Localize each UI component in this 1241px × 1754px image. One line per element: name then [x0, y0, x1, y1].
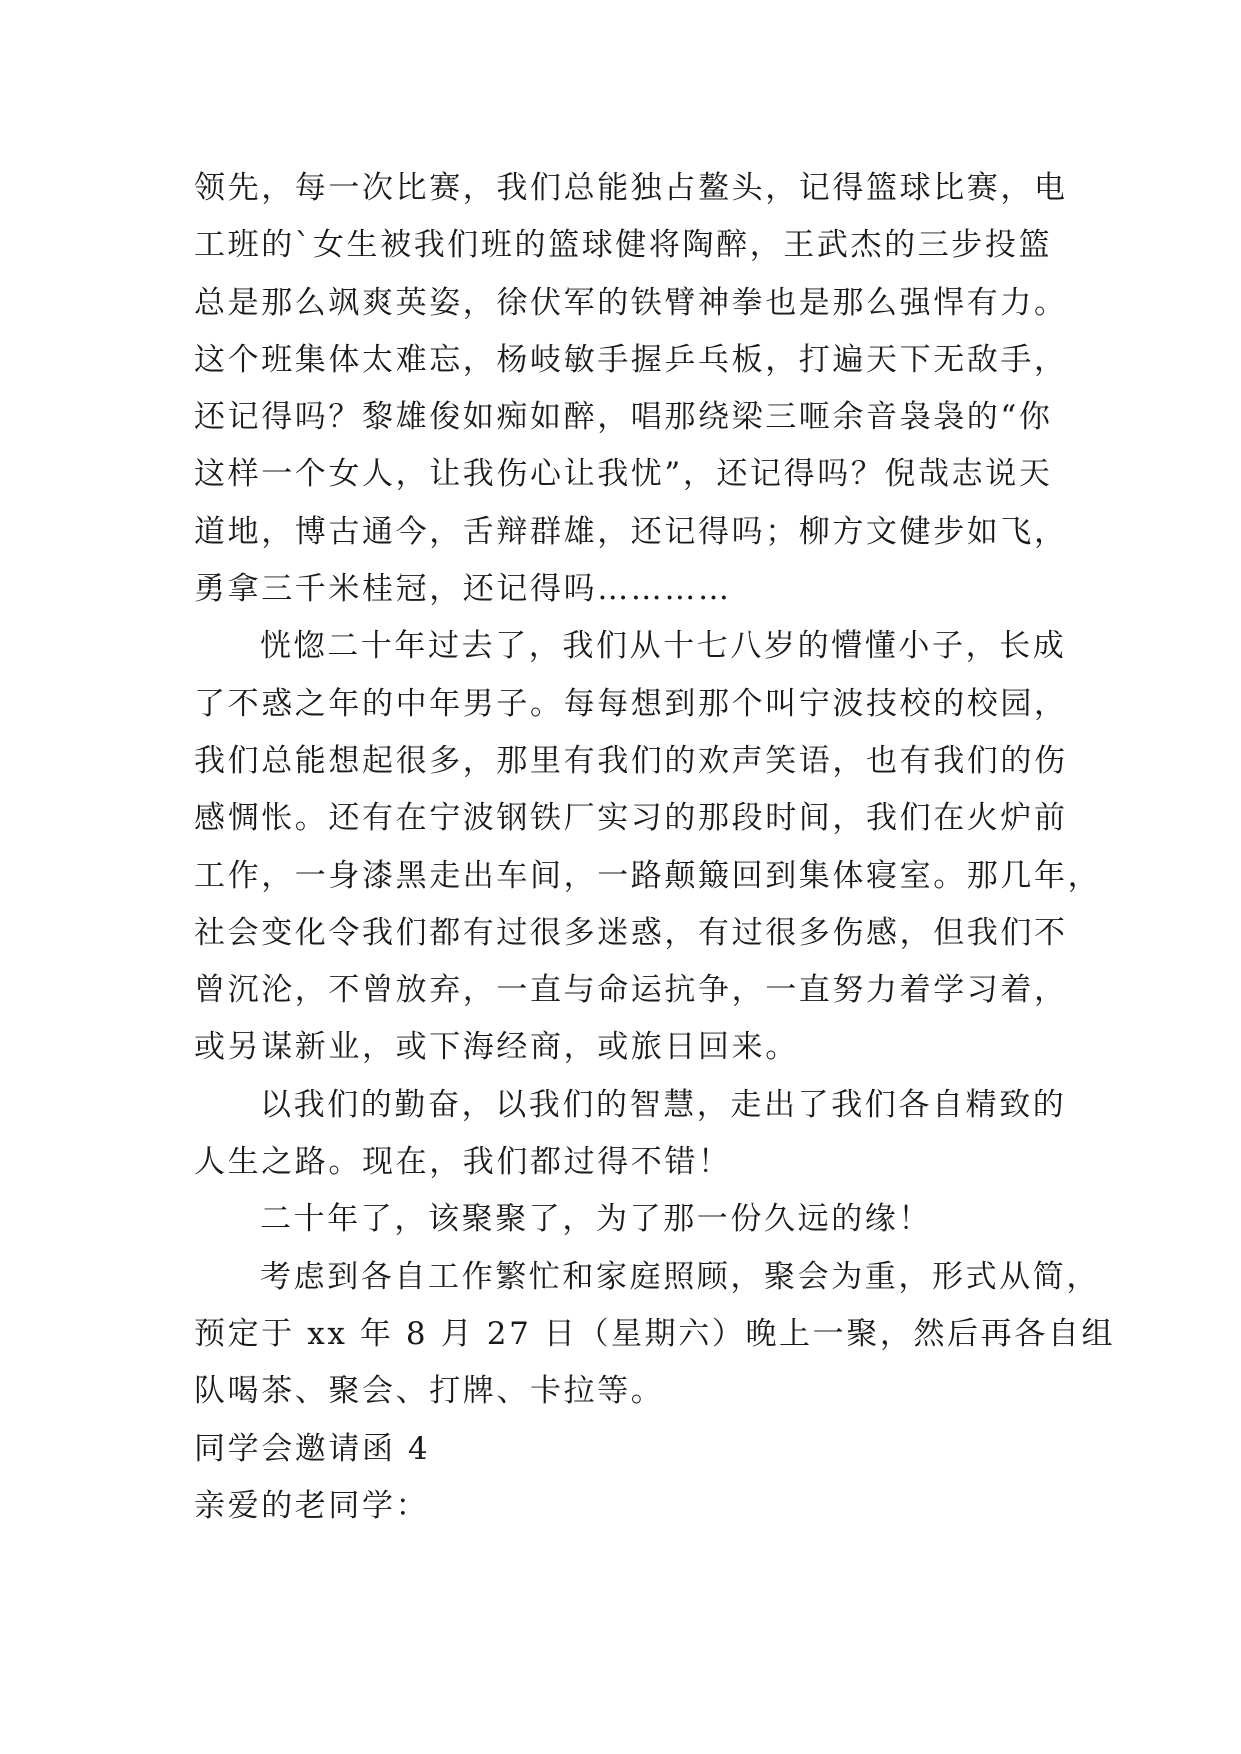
- paragraph-schedule: [194, 1249, 1116, 1421]
- salutation-text: 亲爱的老同学：: [194, 1487, 430, 1524]
- text-line: 恍惚二十年过去了，我们从十七八岁的懵懂小子，长成: [260, 628, 1067, 665]
- text-line: 工作，一身漆黑走出车间，一路颠簸回到集体寝室。那几年，: [194, 857, 1102, 894]
- paragraph-diligence: [194, 1077, 1074, 1192]
- text-line: 了不惑之年的中年男子。每每想到那个叫宁波技校的校园，: [194, 685, 1068, 722]
- text-line: 二十年了，该聚聚了，为了那一份久远的缘！: [260, 1201, 932, 1238]
- text-line: 或另谋新业，或下海经商，或旅日回来。: [194, 1029, 799, 1066]
- text-line: 总是那么飒爽英姿，徐伏军的铁臂神拳也是那么强悍有力。: [194, 284, 1068, 321]
- text-line: 我们总能想起很多，那里有我们的欢声笑语，也有我们的伤: [194, 742, 1068, 779]
- paragraph-reunion-call: [194, 1191, 1074, 1248]
- text-line: 勇拿三千米桂冠，还记得吗…………: [194, 571, 732, 608]
- text-line: 预定于 xx 年 8 月 27 日（星期六）晚上一聚，然后再各自组: [194, 1315, 1116, 1352]
- salutation: [194, 1478, 1074, 1535]
- text-line: 工班的`女生被我们班的篮球健将陶醉，王武杰的三步投篮: [194, 227, 1053, 264]
- text-line: 领先，每一次比赛，我们总能独占鳌头，记得篮球比赛，电: [194, 170, 1068, 206]
- text-line: 曾沉沦，不曾放弃，一直与命运抗争，一直努力着学习着，: [194, 972, 1068, 1009]
- text-line: 以我们的勤奋，以我们的智慧，走出了我们各自精致的: [260, 1086, 1067, 1123]
- text-line: 社会变化令我们都有过很多迷惑，有过很多伤感，但我们不: [194, 914, 1068, 951]
- text-line: 队喝茶、聚会、打牌、卡拉等。: [194, 1373, 665, 1410]
- document-body: [194, 160, 1116, 1535]
- text-line: 道地，博古通今，舌辩群雄，还记得吗；柳方文健步如飞，: [194, 513, 1068, 550]
- paragraph-memories: [194, 160, 1074, 618]
- text-line: 考虑到各自工作繁忙和家庭照顾，聚会为重，形式从简，: [260, 1258, 1100, 1295]
- text-line: 还记得吗？黎雄俊如痴如醉，唱那绕梁三咂余音袅袅的“你: [194, 399, 1053, 436]
- text-line: 这个班集体太难忘，杨岐敏手握乒乓板，打遍天下无敌手，: [194, 341, 1068, 378]
- text-line: 人生之路。现在，我们都过得不错！: [194, 1144, 732, 1181]
- text-line: 这样一个女人，让我伤心让我忧”，还记得吗？倪哉志说天: [194, 456, 1053, 493]
- text-line: 感惆怅。还有在宁波钢铁厂实习的那段时间，我们在火炉前: [194, 800, 1068, 837]
- section-heading: [194, 1421, 1074, 1478]
- heading-text: 同学会邀请函 4: [194, 1430, 431, 1467]
- paragraph-twenty-years: [194, 618, 1102, 1076]
